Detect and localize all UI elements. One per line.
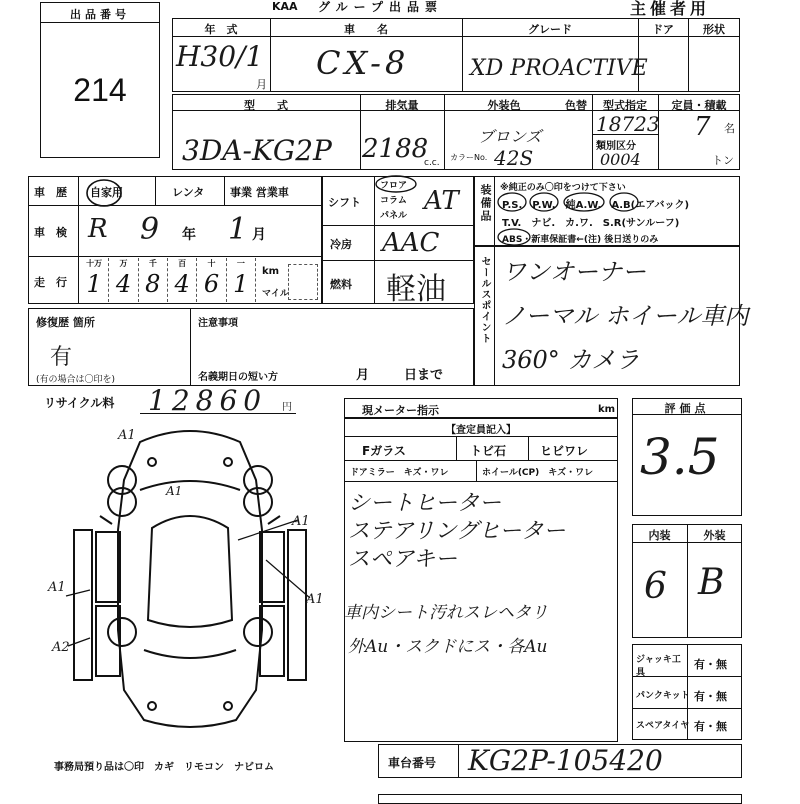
capacity-value: 7	[694, 112, 711, 142]
year-value: H30/1	[176, 40, 264, 73]
diagram-mark-4: A1	[306, 592, 324, 607]
inspector-front-glass: Fガラス	[362, 444, 406, 458]
equipment-line1: P.S. P.W. 純A.W. A.B(エアバック)	[502, 200, 690, 211]
class-value: 0004	[600, 150, 641, 169]
mileage-digit-label: 十	[207, 259, 216, 268]
inspection-era: R	[88, 214, 108, 244]
mileage-digit-label: 千	[148, 259, 157, 268]
capacity-label: 定員・積載	[671, 99, 727, 112]
class-label: 類別区分	[596, 141, 636, 152]
mileage-digit-cell	[197, 258, 226, 302]
model-value: CX-8	[316, 44, 410, 82]
shift-circle-mark	[374, 174, 420, 194]
mileage-digit-value: 1	[86, 270, 102, 298]
sales-point-line1: ワンオーナー	[502, 258, 646, 286]
history-option-private: 自家用	[90, 186, 123, 199]
capacity-unit: 名	[724, 122, 735, 135]
shape-label: 形状	[703, 23, 725, 36]
fuel-value: 軽油	[386, 272, 446, 307]
model-spec-value: 18723	[596, 112, 660, 136]
recycle-value: 12860	[148, 384, 268, 417]
notes-label: 注意事項	[198, 318, 238, 329]
diagram-mark-3: A1	[292, 514, 310, 529]
meter-label: 現メーター指示	[362, 404, 439, 417]
diagram-mark-5: A1	[48, 580, 66, 595]
mileage-digit-value: 8	[145, 270, 161, 298]
model-label: 車 名	[344, 23, 388, 36]
inspector-note-2: ステアリングヒーター	[348, 519, 566, 544]
deadline-label: 名義期日の短い方	[198, 372, 278, 383]
recycle-label: リサイクル料	[44, 396, 115, 410]
mileage-digit-cell	[80, 258, 109, 302]
deadline-month: 月	[356, 368, 370, 383]
inspector-note-5: 外Au・スクドにス・各Au	[348, 637, 548, 657]
inspector-header: 【査定員記入】	[446, 425, 516, 436]
mileage-digit-label: 十万	[86, 259, 103, 268]
interior-label: 内装	[648, 529, 671, 542]
mileage-label: 走 行	[34, 276, 67, 289]
inspection-year: 9	[140, 212, 160, 247]
history-label: 車 歴	[34, 186, 67, 199]
equipment-line2: T.V. ナビ. カ.ワ. S.R(サンルーフ)	[502, 218, 680, 229]
mileage-digit-label: 百	[178, 259, 187, 268]
ton-unit: トン	[712, 154, 734, 167]
aircon-label: 冷房	[330, 238, 352, 251]
chassis-value: KG2P-105420	[468, 744, 663, 777]
equipment-note: ※純正のみ〇印をつけて下さい	[500, 183, 626, 193]
year-month-suffix: 月	[256, 78, 267, 91]
equipment-line3: ABS・新車保証書←(注) 後日送りのみ	[502, 235, 659, 245]
inspector-chip: トビ石	[470, 444, 507, 458]
history-option-business: 事業 営業車	[230, 186, 289, 199]
accessory-puncture-value: 有・無	[694, 690, 727, 703]
shift-option-floor: フロア	[380, 181, 408, 191]
repair-label: 修復歴 箇所	[36, 316, 95, 329]
grade-label: グレード	[528, 23, 572, 36]
accessory-jack-label: ジャッキ工具	[636, 655, 681, 678]
lot-number-value: 214	[73, 72, 127, 108]
diagram-mark-2: A1	[166, 484, 183, 498]
grade-value: XD PROACTIVE	[470, 56, 648, 81]
mileage-digit-value: 6	[203, 270, 220, 298]
inspector-note-4: 車内シート汚れスレヘタリ	[344, 603, 548, 623]
type-value: 3DA-KG2P	[182, 134, 332, 167]
lot-number-label: 出品番号	[70, 8, 130, 21]
diagram-mark-1: A1	[118, 428, 136, 443]
mileage-unit-km: km	[262, 266, 280, 277]
evaluation-score: 3.5	[640, 428, 720, 486]
fuel-label: 燃料	[330, 278, 352, 291]
shift-option-column: コラム	[380, 196, 407, 206]
inspector-wheel: ホイール(CP) キズ・ワレ	[482, 468, 594, 478]
header-right-title: 主催者用	[630, 0, 711, 18]
inspector-note-1: シートヒーター	[348, 491, 502, 516]
inspection-year-unit: 年	[182, 227, 196, 243]
accessory-puncture-label: パンクキット	[636, 691, 690, 701]
equipment-label: 装備品	[479, 184, 492, 223]
inspector-crack: ヒビワレ	[540, 444, 589, 458]
mileage-digit-row	[80, 258, 256, 302]
shift-value: AT	[424, 186, 459, 216]
shift-option-panel: パネル	[380, 211, 408, 221]
displacement-label: 排気量	[385, 99, 419, 112]
footer-note: 事務局預り品は〇印 カギ リモコン ナビロム	[54, 762, 274, 773]
door-label: ドア	[652, 23, 674, 36]
mileage-digit-cell	[139, 258, 168, 302]
repair-value: 有	[50, 345, 73, 370]
history-option-rental: レンタ	[172, 186, 205, 199]
inspection-month: 1	[228, 212, 248, 247]
mileage-digit-cell	[168, 258, 197, 302]
recolor-label: 色替	[565, 99, 587, 112]
inspection-label: 車 検	[34, 226, 67, 239]
inspector-note-3: スペアキー	[348, 547, 458, 572]
sales-point-line3: 360° カメラ	[502, 346, 640, 374]
model-spec-label: 型式指定	[603, 99, 647, 112]
inspector-door-mirror: ドアミラー キズ・ワレ	[350, 468, 449, 478]
equipment-circle-marks	[496, 186, 676, 246]
chassis-label: 車台番号	[388, 756, 437, 770]
color-label: 外装色	[487, 99, 521, 112]
header-title: グループ出品票	[318, 0, 444, 14]
interior-grade: 6	[644, 566, 667, 607]
mileage-digit-label: 万	[119, 259, 128, 268]
mileage-digit-label: 一	[236, 259, 245, 268]
color-no-value: 42S	[494, 146, 534, 170]
mileage-unit-box	[288, 264, 318, 300]
mileage-digit-cell	[227, 258, 256, 302]
accessory-spare-label: スペアタイヤ	[636, 721, 690, 731]
header-brand: KAA	[272, 0, 298, 13]
sales-point-line2: ノーマル ホイール車内	[502, 302, 749, 330]
mileage-digit-value: 4	[174, 270, 190, 298]
repair-note: (有の場合は〇印を)	[36, 375, 116, 385]
mileage-digit-value: 4	[115, 270, 132, 298]
cc-unit: c.c.	[424, 158, 440, 168]
exterior-label: 外装	[703, 529, 726, 542]
recycle-unit: 円	[282, 402, 292, 413]
evaluation-label: 評価点	[664, 402, 710, 415]
deadline-day: 日まで	[404, 368, 444, 383]
history-circle-mark	[82, 176, 128, 210]
color-no-label: カラーNo.	[450, 153, 488, 162]
displacement-value: 2188	[362, 134, 429, 164]
diagram-mark-6: A2	[52, 640, 70, 655]
meter-unit: km	[598, 404, 616, 415]
shift-label: シフト	[328, 196, 361, 209]
bottom-box	[378, 794, 742, 804]
type-label: 型 式	[244, 99, 288, 112]
aircon-value: AAC	[382, 228, 440, 258]
inspection-month-unit: 月	[252, 227, 266, 243]
sales-point-label: セールスポイント	[479, 256, 490, 344]
exterior-grade: B	[698, 562, 725, 603]
accessory-jack-value: 有・無	[694, 658, 727, 671]
mileage-unit-mile: マイル	[262, 289, 289, 299]
color-value: ブロンズ	[478, 127, 542, 146]
mileage-digit-value: 1	[233, 270, 249, 298]
year-label: 年 式	[204, 23, 238, 36]
vehicle-damage-diagram	[40, 420, 340, 740]
mileage-digit-cell	[109, 258, 138, 302]
accessory-spare-value: 有・無	[694, 720, 727, 733]
